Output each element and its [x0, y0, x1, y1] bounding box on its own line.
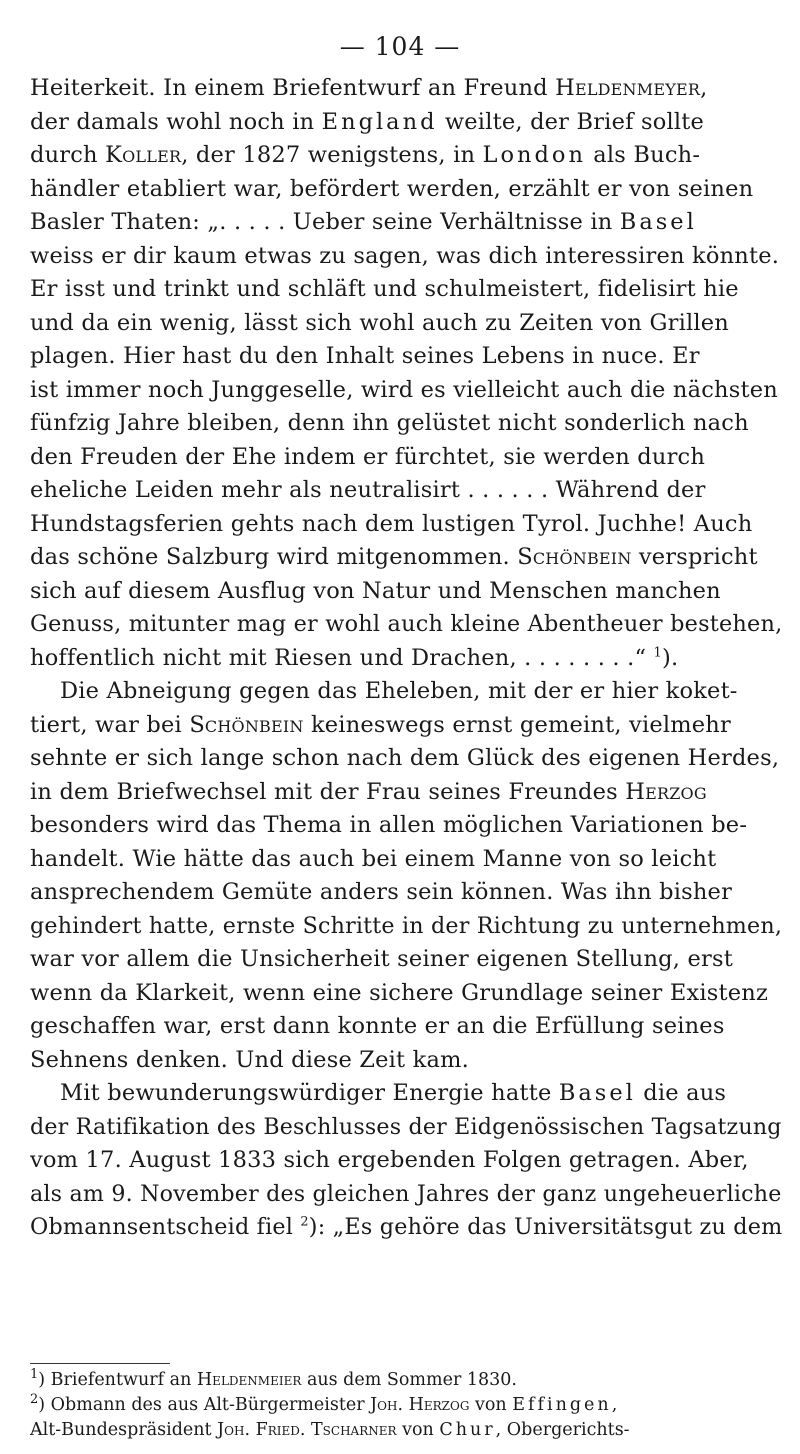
lines-text: Heldenmeyer — [555, 75, 701, 101]
lines-text: ): „Es gehöre das Universitätsgut zu dem — [308, 1214, 783, 1240]
lines-line — [30, 575, 782, 609]
lines-text: der Ratifikation des Beschlusses der Eidgenössischen Tagsatzung — [30, 1113, 782, 1140]
lines-text: Er isst und trinkt und schläft und schulmeistert, fidelisirt hie — [30, 276, 739, 302]
footnotes-text: Chur — [439, 1420, 496, 1440]
lines-text: wenn da Klarkeit, wenn eine sichere Grundlage seiner Existenz — [30, 979, 769, 1006]
lines-line — [30, 206, 782, 240]
main-text — [30, 72, 782, 1245]
lines-text: der damals wohl noch in — [30, 108, 322, 135]
lines-line — [30, 407, 782, 441]
lines-text: England — [321, 108, 438, 135]
lines-line — [30, 1178, 782, 1212]
lines-line — [30, 106, 782, 140]
lines-text: Sehnens denken. Und diese Zeit kam. — [30, 1046, 469, 1073]
lines-text: Schönbein — [189, 711, 304, 738]
lines-text: London — [482, 142, 586, 168]
footnotes — [30, 1368, 782, 1443]
lines-line — [30, 541, 782, 575]
lines-line — [30, 809, 782, 843]
lines-line — [30, 742, 782, 776]
lines-text: Hundstagsferien gehts nach dem lustigen Tyrol. Juchhe! Auch — [30, 510, 753, 537]
lines-text: gehindert hatte, ernste Schritte in der Richtung zu unternehmen, — [30, 912, 783, 939]
lines-line — [30, 1044, 782, 1078]
footnotes-line — [30, 1418, 782, 1443]
lines-text: Die Abneigung gegen das Eheleben, mit der er hier koket- — [60, 678, 738, 704]
lines-line — [30, 642, 782, 676]
lines-text: Genuss, mitunter mag er wohl auch kleine Abentheuer bestehen, — [30, 611, 783, 637]
lines-text: , — [700, 75, 708, 101]
footnotes-text: 1 — [30, 1367, 39, 1383]
lines-text: tiert, war bei — [30, 711, 190, 738]
lines-text: die aus — [635, 1080, 727, 1106]
lines-line — [30, 173, 782, 207]
lines-text: sich auf diesem Ausflug von Natur und Menschen manchen — [30, 577, 721, 604]
footnotes-line — [30, 1393, 782, 1418]
lines-text: Basel — [558, 1080, 636, 1106]
lines-line — [30, 240, 782, 274]
lines-text: und da ein wenig, lässt sich wohl auch zu Zeiten von Grillen — [30, 309, 729, 336]
lines-text: ist immer noch Junggeselle, wird es vielleicht auch die nächsten — [30, 376, 778, 403]
lines-text: händler etabliert war, befördert werden, erzählt er von seinen — [30, 175, 754, 202]
lines-text: durch — [30, 142, 106, 168]
lines-line — [30, 776, 782, 810]
lines-line — [30, 1077, 782, 1111]
footnote-divider — [30, 1363, 170, 1364]
lines-line — [30, 508, 782, 542]
lines-line — [30, 709, 782, 743]
lines-line — [30, 910, 783, 944]
lines-text: Schönbein — [517, 544, 632, 570]
footnotes-text: aus dem Sommer 1830. — [301, 1370, 517, 1390]
lines-text: hoffentlich nicht mit Riesen und Drachen, . . . . . . . .“ — [30, 644, 654, 671]
lines-text: Basel — [619, 209, 697, 235]
lines-text: vom 17. August 1833 sich ergebenden Folgen getragen. Aber, — [30, 1147, 749, 1173]
lines-line — [30, 608, 783, 642]
lines-line — [30, 1111, 782, 1145]
lines-line — [30, 675, 782, 709]
lines-line — [30, 374, 782, 408]
footnotes-text: ) Briefentwurf an — [38, 1370, 197, 1390]
lines-text: verspricht — [631, 544, 758, 570]
lines-text: Basler Thaten: „. . . . . Ueber seine Verhältnisse in — [30, 209, 620, 235]
lines-line — [30, 307, 782, 341]
lines-text: in dem Briefwechsel mit der Frau seines Freundes — [30, 778, 626, 805]
lines-text: das schöne Salzburg wird mitgenommen. — [30, 544, 518, 570]
lines-text: den Freuden der Ehe indem er fürchtet, sie werden durch — [30, 443, 706, 470]
lines-line — [30, 943, 782, 977]
lines-line — [30, 72, 782, 106]
lines-text: ansprechendem Gemüte anders sein können. Was ihn bisher — [30, 879, 733, 905]
lines-text: Herzog — [625, 778, 707, 805]
lines-text: weiss er dir kaum etwas zu sagen, was dich interessiren könnte. — [30, 242, 780, 269]
lines-line — [30, 977, 782, 1011]
footnotes-text: 2 — [30, 1392, 39, 1408]
lines-text: handelt. Wie hätte das auch bei einem Manne von so leicht — [30, 845, 717, 872]
lines-text: 1 — [653, 645, 663, 660]
lines-text: sehnte er sich lange schon nach dem Glück des eigenen Herdes, — [30, 745, 780, 771]
lines-line — [30, 441, 782, 475]
lines-line — [30, 1144, 782, 1178]
lines-line — [30, 273, 782, 307]
footnotes-text: Alt-Bundespräsident — [30, 1420, 218, 1440]
lines-line — [30, 1211, 783, 1245]
lines-text: geschaffen war, erst dann konnte er an die Erfüllung seines — [30, 1013, 725, 1039]
footnotes-text: Joh. Herzog — [370, 1395, 470, 1415]
lines-line — [30, 876, 782, 910]
lines-text: eheliche Leiden mehr als neutralisirt . . . . . . Während der — [30, 477, 706, 503]
lines-text: fünfzig Jahre bleiben, denn ihn gelüstet nicht sonderlich nach — [30, 410, 749, 436]
lines-text: weilte, der Brief sollte — [437, 108, 705, 135]
footnotes-text: Heldenmeier — [196, 1370, 302, 1390]
footnotes-text: Joh. Fried. Tscharner — [217, 1420, 397, 1440]
lines-line — [30, 340, 782, 374]
lines-text: war vor allem die Unsicherheit seiner eigenen Stellung, erst — [30, 946, 733, 972]
footnotes-text: Effingen — [512, 1395, 612, 1415]
lines-text: Obmannsentscheid fiel — [30, 1214, 301, 1240]
lines-line — [30, 843, 782, 877]
lines-text: ). — [662, 644, 679, 671]
footnotes-text: von — [396, 1420, 440, 1440]
lines-text: besonders wird das Thema in allen möglichen Variationen be- — [30, 812, 748, 838]
lines-line — [30, 139, 782, 173]
lines-text: 2 — [300, 1214, 309, 1230]
footnotes-text: von — [469, 1395, 513, 1415]
lines-line — [30, 1010, 782, 1044]
lines-text: plagen. Hier hast du den Inhalt seines Lebens in nuce. Er — [30, 343, 700, 369]
lines-line — [30, 474, 782, 508]
lines-text: , der 1827 wenigstens, in — [181, 142, 483, 168]
lines-text: Heiterkeit. In einem Briefentwurf an Freund — [30, 75, 556, 101]
lines-text: Mit bewunderungswürdiger Energie hatte — [60, 1080, 559, 1106]
page-number: — 104 — — [339, 32, 461, 61]
footnotes-line — [30, 1368, 782, 1393]
lines-text: keineswegs ernst gemeint, vielmehr — [303, 711, 731, 738]
footnotes-text: ) Obmann des aus Alt-Bürgermeister — [38, 1395, 371, 1415]
lines-text: Koller — [105, 142, 182, 168]
lines-text: als Buch- — [585, 142, 701, 168]
footnotes-text: , Obergerichts- — [495, 1420, 630, 1440]
lines-text: als am 9. November des gleichen Jahres der ganz ungeheuerliche — [30, 1180, 782, 1207]
footnotes-text: , — [611, 1395, 618, 1415]
